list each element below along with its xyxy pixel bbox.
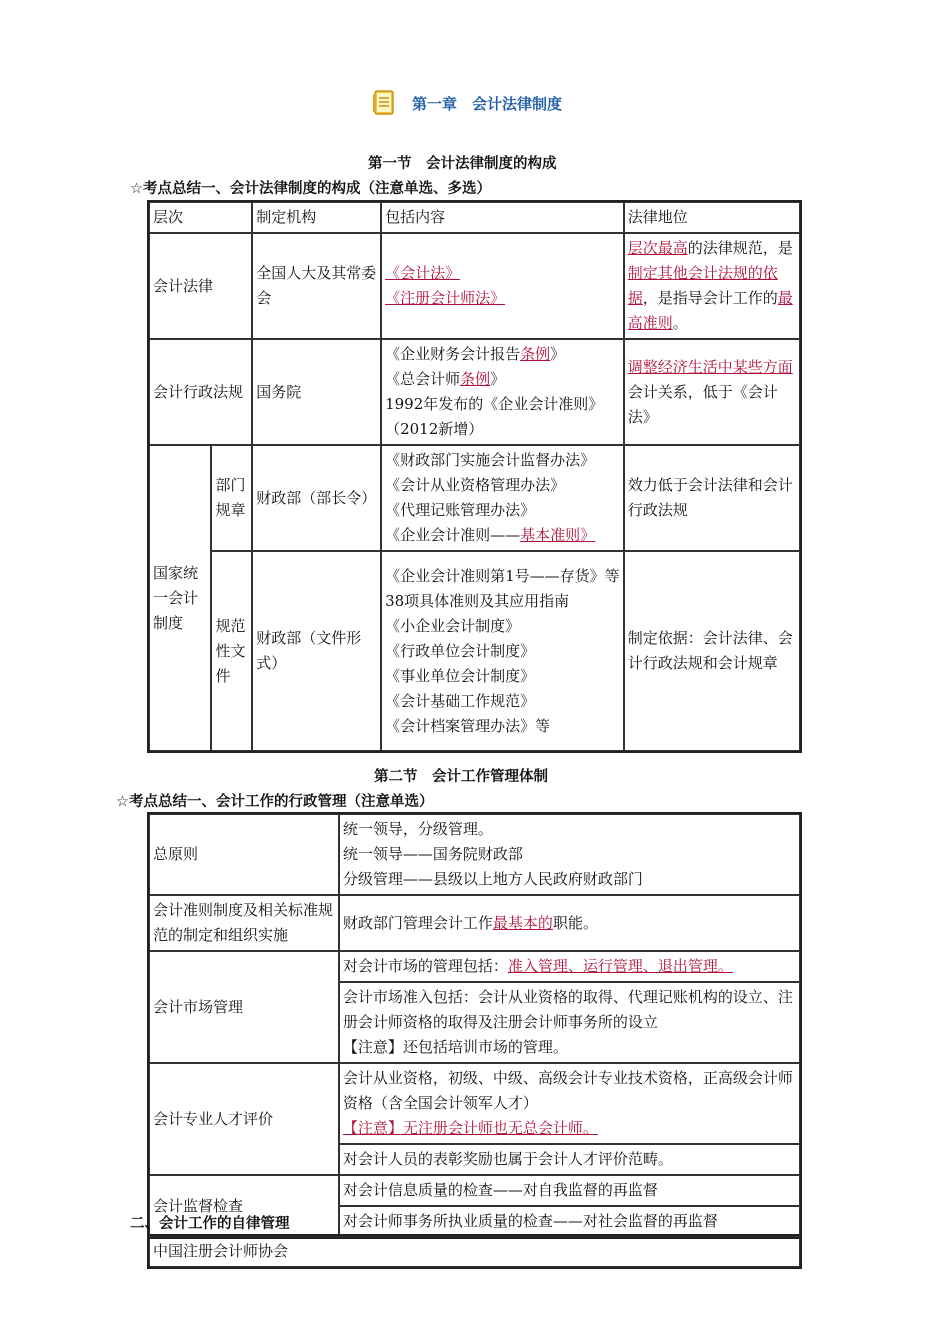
content-item: 《注册会计师法》: [385, 289, 506, 307]
table-row: [149, 339, 800, 445]
table-row: [149, 233, 800, 339]
org-cell: 全国人大及其常委会: [252, 233, 381, 339]
admin-management-table: [147, 812, 802, 1239]
content-cell: 《财政部门实施会计监督办法》 《会计从业资格管理办法》 《代理记账管理办法》 《企业会计准则——基本准则》: [381, 445, 624, 551]
table-row: [149, 445, 800, 551]
header-level: 层次: [149, 202, 252, 233]
content-cell: 《企业财务会计报告条例》 《总会计师条例》 1992年发布的《企业会计准则》（2012新增）: [381, 339, 624, 445]
content-item: 《会计法》: [385, 264, 461, 282]
content-cell: 对会计信息质量的检查——对自我监督的再监督: [339, 1175, 800, 1206]
label-cell: 会计监督检查: [149, 1175, 339, 1237]
section2-title: 第二节 会计工作管理体制: [374, 769, 548, 785]
document-icon: [372, 89, 398, 117]
law-structure-table: [147, 200, 802, 753]
level-cell: 会计行政法规: [149, 339, 252, 445]
header-org: 制定机构: [252, 202, 381, 233]
label-cell: 会计专业人才评价: [149, 1063, 339, 1175]
level-cell: 会计法律: [149, 233, 252, 339]
table-row: [149, 1063, 800, 1144]
content-cell: 会计从业资格，初级、中级、高级会计专业技术资格，正高级会计师资格（含全国会计领军人才） 【注意】无注册会计师也无总会计师。: [339, 1063, 800, 1144]
section2-point: ☆考点总结一、会计工作的行政管理（注意单选）: [116, 794, 434, 810]
status-cell: 调整经济生活中某些方面会计关系，低于《会计法》: [624, 339, 800, 445]
content-item: 1992年发布的《企业会计准则》（2012新增）: [385, 395, 604, 438]
org-cell: 财政部（部长令）: [252, 445, 381, 551]
table-row: [149, 951, 800, 982]
label-cell: 会计准则制度及相关标准规范的制定和组织实施: [149, 895, 339, 951]
header-status: 法律地位: [624, 202, 800, 233]
content-cell: [381, 233, 624, 339]
org-cell: 财政部（文件形式）: [252, 551, 381, 751]
table-row: [149, 895, 800, 951]
chapter-title-text: 第一章 会计法律制度: [412, 94, 563, 113]
table-row: [149, 814, 800, 895]
content-cell: 财政部门管理会计工作最基本的职能。: [339, 895, 800, 951]
label-cell: 会计市场管理: [149, 951, 339, 1063]
self-regulation-table: [147, 1234, 802, 1269]
self-regulation-title: 二、会计工作的自律管理: [130, 1216, 290, 1232]
section1-point: ☆考点总结一、会计法律制度的构成（注意单选、多选）: [130, 181, 491, 197]
org-cell: 国务院: [252, 339, 381, 445]
chapter-title: [372, 86, 562, 120]
header-content: 包括内容: [381, 202, 624, 233]
content-cell: 会计市场准入包括：会计从业资格的取得、代理记账机构的设立、注册会计师资格的取得及注册会计师事务所的设立 【注意】还包括培训市场的管理。: [339, 982, 800, 1063]
self-regulation-item: 中国注册会计师协会: [149, 1236, 800, 1267]
sub-level-cell: 规范性文件: [211, 551, 252, 751]
label-cell: 总原则: [149, 814, 339, 895]
table-row: [149, 551, 800, 751]
content-cell: 《企业会计准则第1号——存货》等38项具体准则及其应用指南 《小企业会计制度》 《行政单位会计制度》 《事业单位会计制度》 《会计基础工作规范》 《会计档案管理办法》等: [381, 551, 624, 751]
content-cell: 对会计师事务所执业质量的检查——对社会监督的再监督: [339, 1206, 800, 1237]
level-cell: 国家统一会计制度: [149, 445, 211, 751]
content-cell: 对会计人员的表彰奖励也属于会计人才评价范畴。: [339, 1144, 800, 1175]
table-row: [149, 1175, 800, 1206]
table-header-row: [149, 202, 800, 233]
status-cell: 层次最高的法律规范，是制定其他会计法规的依据，是指导会计工作的最高准则。: [624, 233, 800, 339]
content-cell: 统一领导，分级管理。 统一领导——国务院财政部 分级管理——县级以上地方人民政府财政部门: [339, 814, 800, 895]
status-cell: 制定依据：会计法律、会计行政法规和会计规章: [624, 551, 800, 751]
sub-level-cell: 部门规章: [211, 445, 252, 551]
section1-title: 第一节 会计法律制度的构成: [368, 156, 557, 172]
status-cell: 效力低于会计法律和会计行政法规: [624, 445, 800, 551]
content-cell: 对会计市场的管理包括：准入管理、运行管理、退出管理。: [339, 951, 800, 982]
